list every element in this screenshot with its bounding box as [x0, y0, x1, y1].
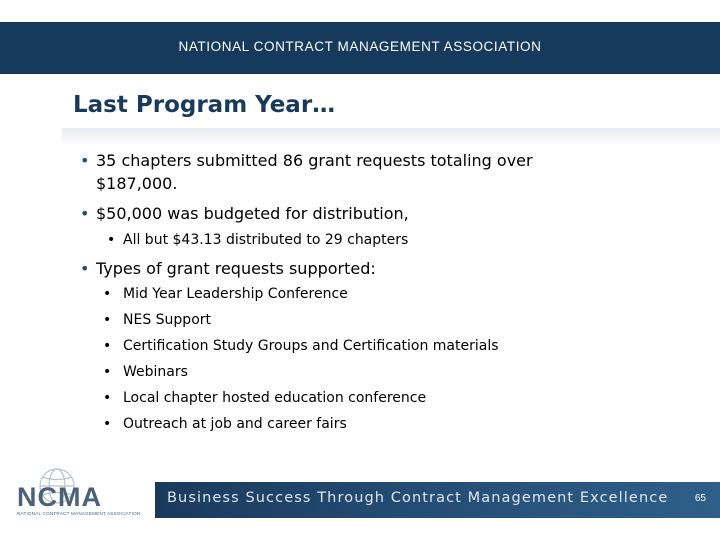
sub-bullet-dot-icon: • — [103, 338, 112, 354]
bullet-dot-icon: • — [80, 151, 90, 170]
title-underline — [62, 128, 720, 146]
ncma-logo — [12, 468, 147, 518]
sub-bullet-dot-icon: • — [103, 390, 112, 406]
sub-bullet-dot-icon: • — [103, 312, 112, 328]
footer-tagline: Business Success Through Contract Management Excellence — [167, 490, 669, 506]
footer-bar — [155, 482, 720, 518]
sub-bullet-dot-icon: • — [103, 416, 112, 432]
page-number: 65 — [694, 493, 706, 504]
slide-title: Last Program Year… — [73, 92, 336, 118]
header-org-name: NATIONAL CONTRACT MANAGEMENT ASSOCIATION — [178, 39, 542, 54]
sub-bullet-dot-icon: • — [103, 364, 112, 380]
bullet-dot-icon: • — [80, 204, 90, 223]
logo-wordmark: NCMA — [17, 482, 102, 512]
bullet-dot-icon: • — [80, 259, 90, 278]
logo-subtext: NATIONAL CONTRACT MANAGEMENT ASSOCIATION — [17, 511, 141, 516]
globe-icon — [12, 468, 147, 518]
sub-bullet-dot-icon: • — [103, 286, 112, 302]
header-bar — [0, 22, 720, 74]
sub-bullet-dot-icon: • — [107, 232, 116, 248]
